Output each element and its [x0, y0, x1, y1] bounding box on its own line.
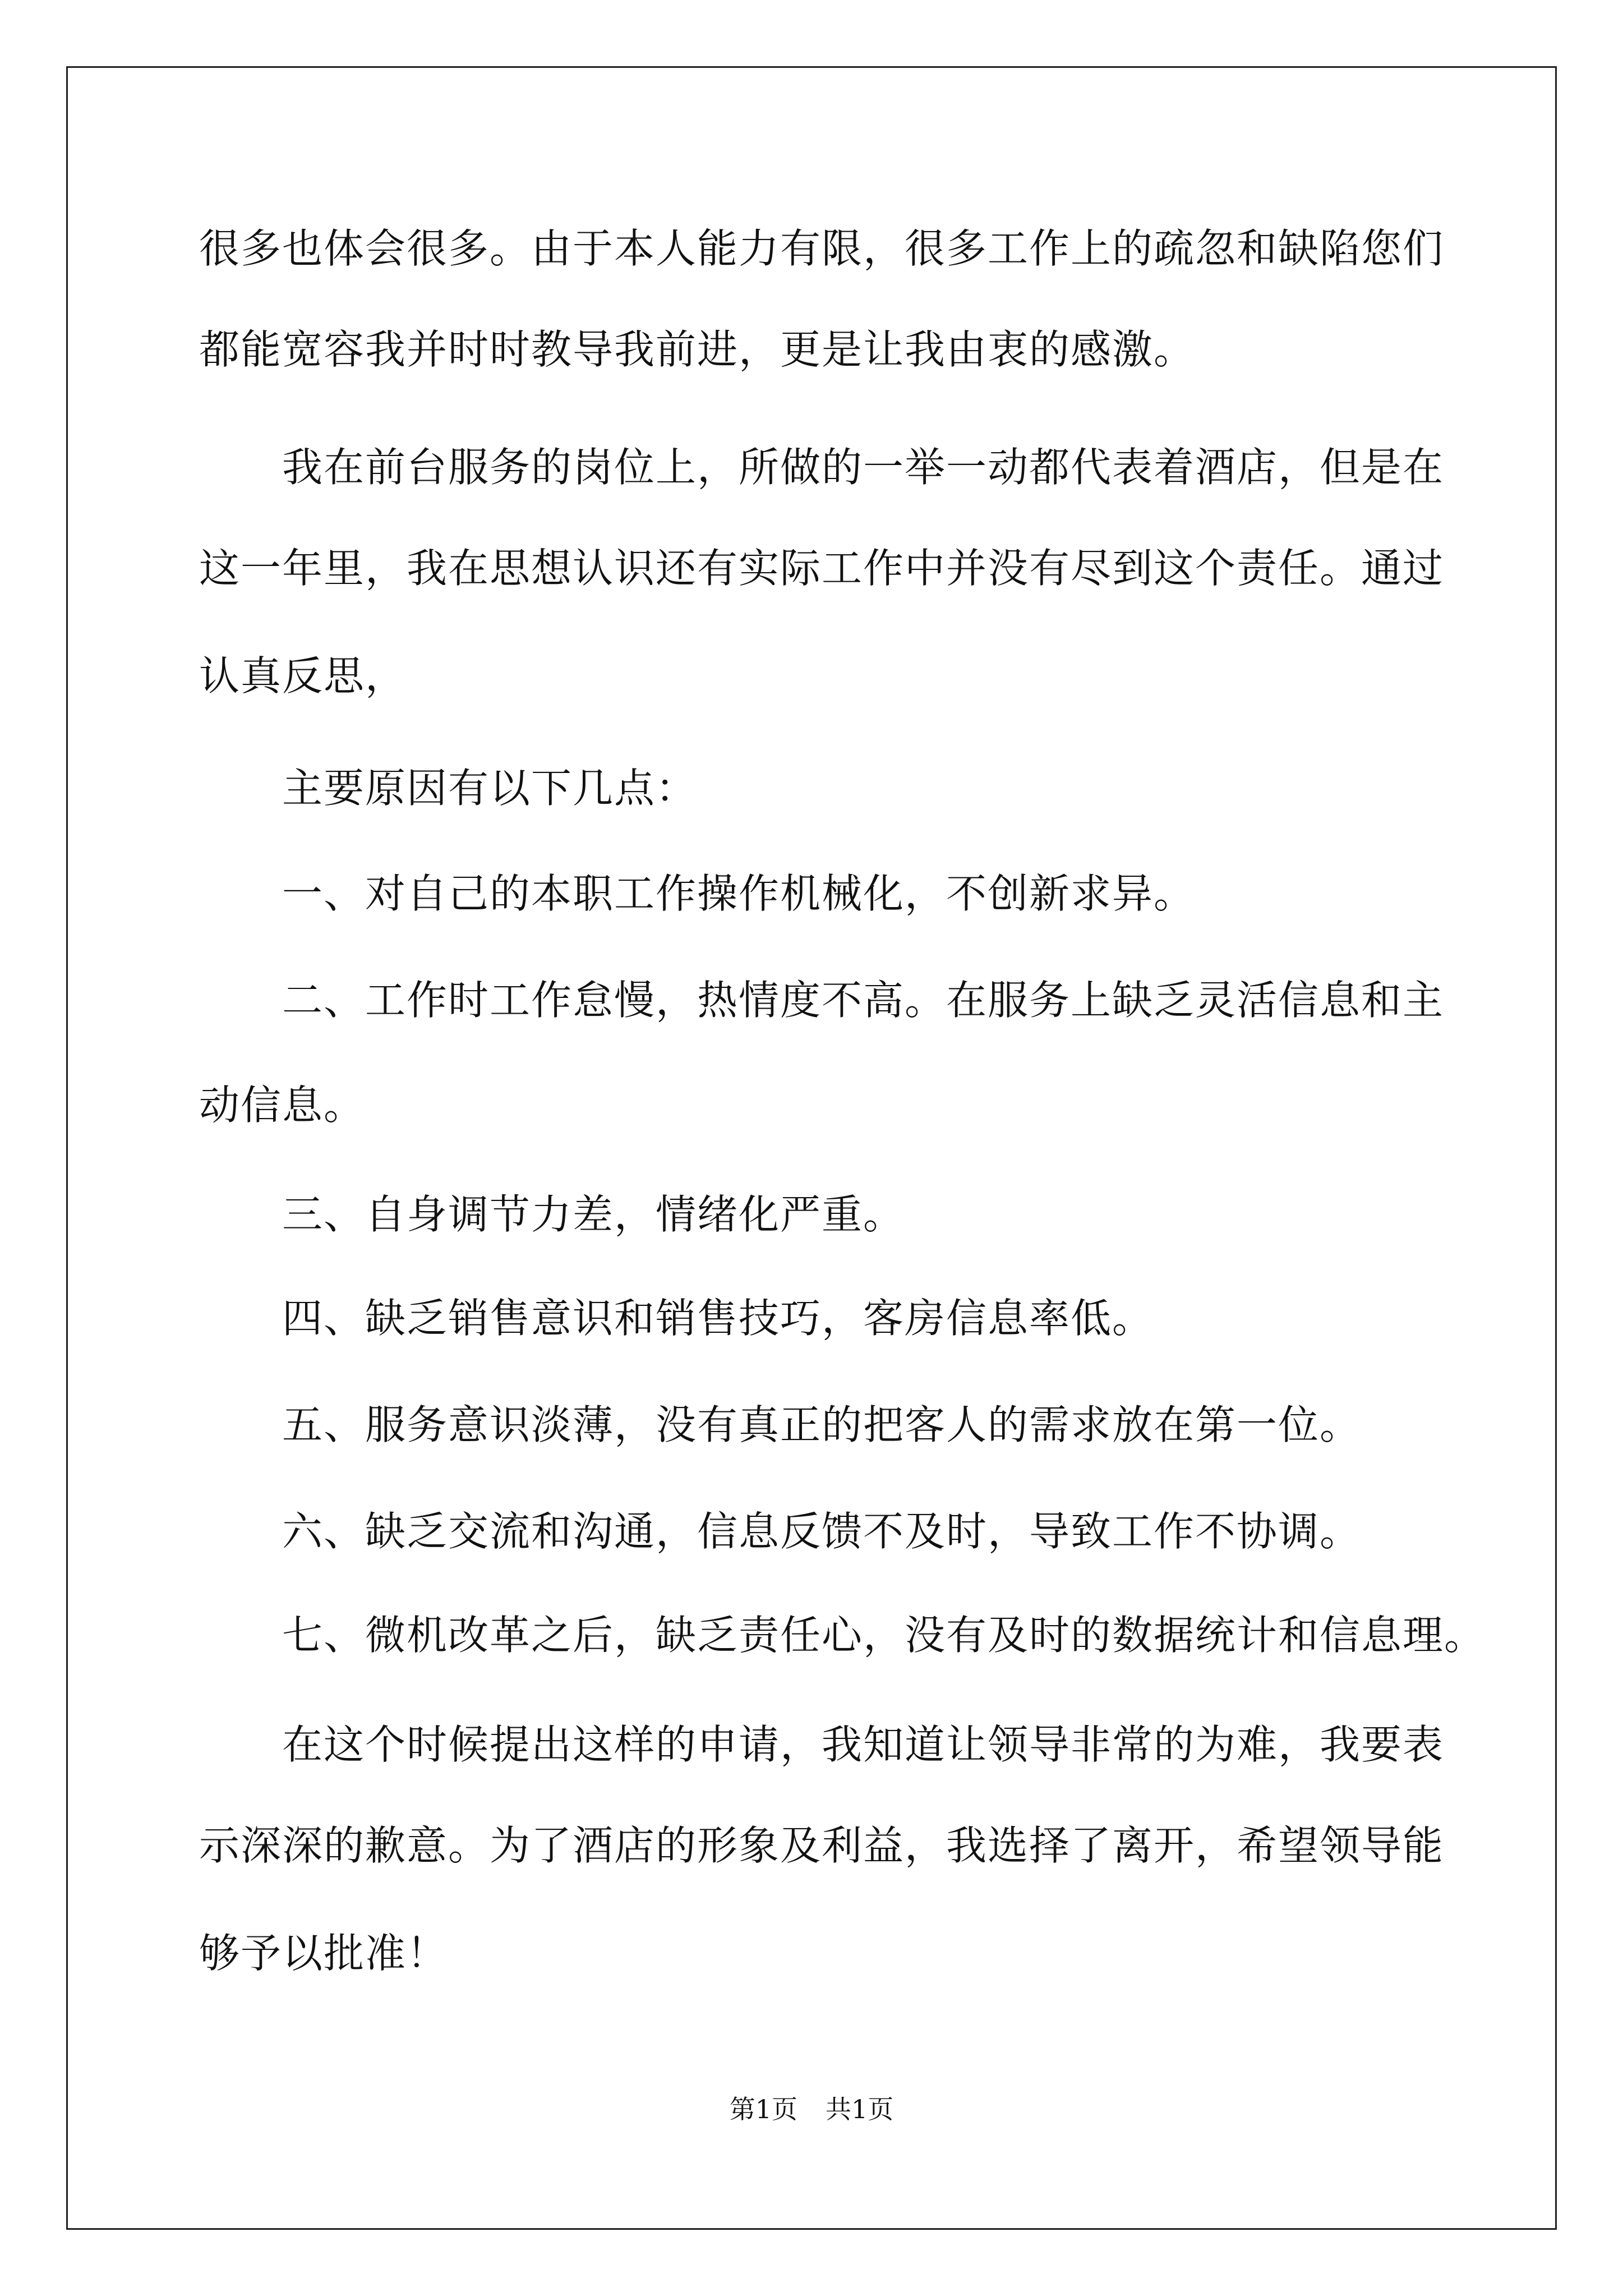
text-line: 够予以批准！: [199, 1930, 449, 1977]
text-line: 很多也体会很多。由于本人能力有限，很多工作上的疏忽和缺陷您们: [199, 225, 1445, 272]
list-item: 六、缺乏交流和沟通，信息反馈不及时，导致工作不协调。: [282, 1508, 1362, 1555]
text-line: 都能宽容我并时时教导我前进，更是让我由衷的感激。: [199, 326, 1196, 373]
list-item-continuation: 动信息。: [199, 1082, 366, 1129]
page-border: [66, 66, 1557, 2230]
text-line: 这一年里，我在思想认识还有实际工作中并没有尽到这个责任。通过: [199, 545, 1445, 592]
text-line: 我在前台服务的岗位上，所做的一举一动都代表着酒店，但是在: [282, 444, 1445, 491]
list-item: 七、微机改革之后，缺乏责任心，没有及时的数据统计和信息理。: [282, 1612, 1486, 1659]
page-number: 第1页: [729, 2094, 797, 2124]
text-line: 认真反思，: [199, 652, 407, 700]
page-footer: [0, 2092, 1623, 2126]
list-item: 一、对自己的本职工作操作机械化，不创新求异。: [282, 870, 1196, 917]
list-item: 五、服务意识淡薄，没有真正的把客人的需求放在第一位。: [282, 1401, 1362, 1448]
list-item: 二、工作时工作怠慢，热情度不高。在服务上缺乏灵活信息和主: [282, 977, 1445, 1024]
text-line: 示深深的歉意。为了酒店的形象及利益，我选择了离开，希望领导能: [199, 1822, 1445, 1869]
text-line: 主要原因有以下几点：: [282, 765, 698, 812]
list-item: 四、缺乏销售意识和销售技巧，客房信息率低。: [282, 1295, 1154, 1342]
list-item: 三、自身调节力差，情绪化严重。: [282, 1191, 905, 1238]
page-total: 共1页: [826, 2094, 894, 2124]
text-line: 在这个时候提出这样的申请，我知道让领导非常的为难，我要表: [282, 1721, 1445, 1768]
